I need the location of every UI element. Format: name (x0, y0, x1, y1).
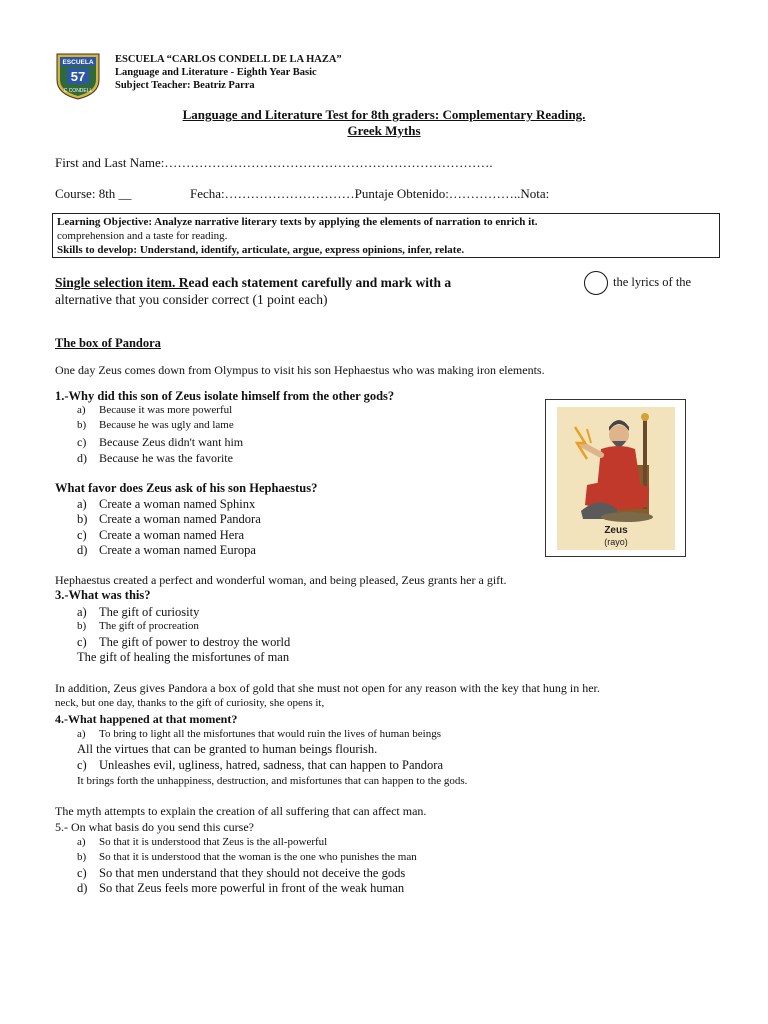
test-subtitle: Greek Myths (347, 123, 421, 138)
zeus-figure-icon (557, 407, 675, 525)
question-4: 4.-What happened at that moment? (55, 712, 238, 726)
zeus-illustration (545, 399, 686, 557)
q2-option-b[interactable]: b) Create a woman named Pandora (77, 512, 261, 526)
q3-option-b[interactable]: b) The gift of procreation (77, 620, 199, 632)
intro-paragraph: One day Zeus comes down from Olympus to visit his son Hephaestus who was making iron elements. (55, 363, 545, 377)
q3-option-a[interactable]: a) The gift of curiosity (77, 605, 200, 619)
q4-option-d[interactable]: It brings forth the unhappiness, destruction, and misfortunes that can happen to the gods. (77, 775, 468, 787)
course-field[interactable]: Course: 8th __ (55, 186, 132, 201)
question-3: 3.-What was this? (55, 588, 151, 602)
paragraph-3: Hephaestus created a perfect and wonderful woman, and being pleased, Zeus grants her a gift. (55, 573, 507, 587)
learning-objective: Learning Objective: Analyze narrative literary texts by applying the elements of narration to enrich it. (57, 216, 538, 228)
q4-option-a[interactable]: a) To bring to light all the misfortunes that would ruin the lives of human beings (77, 728, 442, 740)
school-logo (55, 52, 101, 100)
q2-option-a[interactable]: a) Create a woman named Sphinx (77, 497, 256, 511)
paragraph-5: The myth attempts to explain the creation of all suffering that can affect man. (55, 804, 427, 818)
q3-option-d[interactable]: The gift of healing the misfortunes of man (77, 650, 290, 664)
answer-circle-icon (584, 271, 608, 295)
image-caption: Zeus (604, 525, 628, 536)
name-field[interactable]: First and Last Name:…………………………………………………………………. (55, 155, 493, 170)
q5-option-d[interactable]: d) So that Zeus feels more powerful in front of the weak human (77, 881, 405, 895)
school-name: ESCUELA “CARLOS CONDELL DE LA HAZA” (115, 54, 342, 65)
q3-option-c[interactable]: c) The gift of power to destroy the world (77, 635, 291, 649)
logo-number: 57 (70, 69, 86, 84)
paragraph-4-line2: neck, but one day, thanks to the gift of curiosity, she opens it, (55, 697, 325, 709)
image-subcaption: (rayo) (604, 537, 628, 547)
instructions-after-circle: the lyrics of the (613, 275, 692, 289)
skills-line: Skills to develop: Understand, identify, articulate, argue, express opinions, infer, relate. (57, 244, 465, 256)
instructions-line2: alternative that you consider correct (1 point each) (55, 292, 328, 307)
logo-text-bottom: C CONDELL (63, 88, 93, 94)
q5-option-c[interactable]: c) So that men understand that they should not deceive the gods (77, 866, 406, 880)
q5-option-b[interactable]: b) So that it is understood that the woman is the one who punishes the man (77, 851, 417, 863)
question-5: 5.- On what basis do you send this curse? (55, 820, 254, 834)
objective-continuation: comprehension and a taste for reading. (57, 230, 228, 242)
grade-fields[interactable]: Fecha:…………………………Puntaje Obtenido:……………..Nota: (190, 186, 550, 201)
question-2: What favor does Zeus ask of his son Hephaestus? (55, 481, 318, 495)
q1-option-c[interactable]: c) Because Zeus didn't want him (77, 435, 244, 449)
teacher-line: Subject Teacher: Beatriz Parra (115, 80, 255, 91)
objective-box (52, 213, 720, 258)
question-1: 1.-Why did this son of Zeus isolate himself from the other gods? (55, 389, 395, 403)
q4-option-c[interactable]: c) Unleashes evil, ugliness, hatred, sadness, that can happen to Pandora (77, 758, 444, 772)
subject-line: Language and Literature - Eighth Year Basic (115, 67, 317, 78)
paragraph-4-line1: In addition, Zeus gives Pandora a box of gold that she must not open for any reason with the key that hung in her. (55, 681, 600, 695)
instructions-line1: Single selection item. Read each statement carefully and mark with a (55, 275, 452, 290)
q2-option-d[interactable]: d) Create a woman named Europa (77, 543, 256, 557)
test-title: Language and Literature Test for 8th graders: Complementary Reading. (182, 107, 586, 122)
q4-option-b[interactable]: All the virtues that can be granted to human beings flourish. (77, 742, 378, 756)
q1-option-d[interactable]: d) Because he was the favorite (77, 451, 233, 465)
q5-option-a[interactable]: a) So that it is understood that Zeus is the all-powerful (77, 836, 328, 848)
logo-text-top: ESCUELA (62, 59, 94, 66)
q1-option-a[interactable]: a) Because it was more powerful (77, 404, 233, 416)
q1-option-b[interactable]: b) Because he was ugly and lame (77, 419, 234, 431)
section-title: The box of Pandora (55, 336, 161, 350)
q2-option-c[interactable]: c) Create a woman named Hera (77, 528, 245, 542)
